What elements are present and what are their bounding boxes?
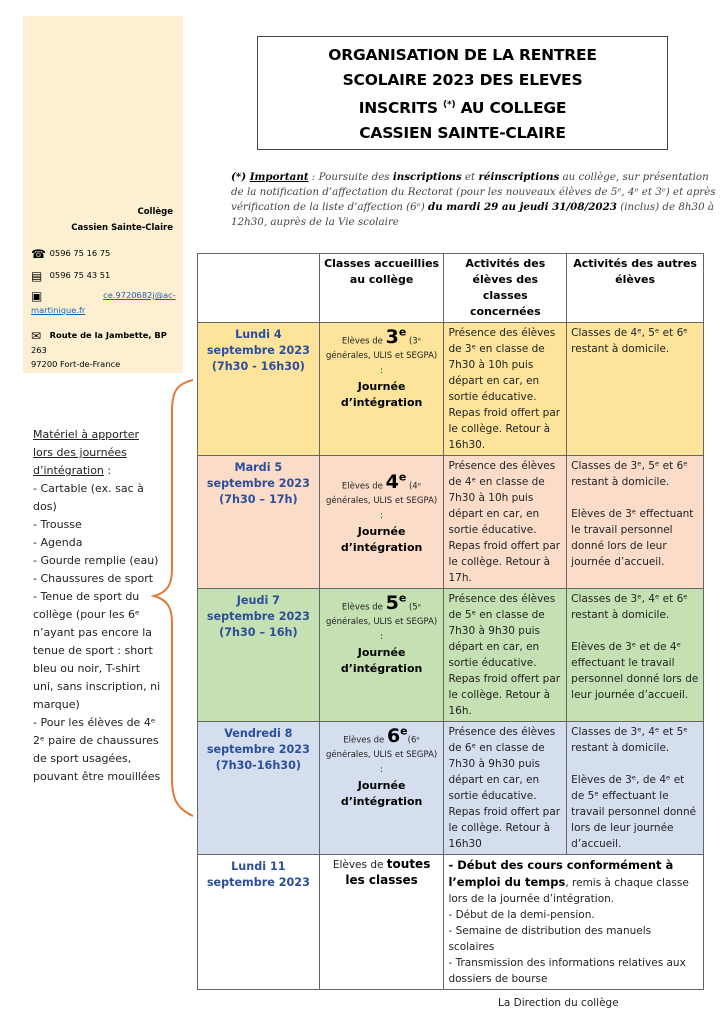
- title-line: [258, 93, 667, 121]
- table-header-row: [198, 254, 704, 323]
- row-day: Vendredi 8 septembre 2023 (7h30-16h30): [198, 722, 320, 855]
- eleves-label: Elèves de: [341, 481, 386, 492]
- material-item: - Chaussures de sport: [33, 572, 154, 585]
- email-link-part2[interactable]: martinique.fr: [31, 304, 86, 315]
- row-activities: Présence des élèves de 3ᵉ en classe de 7h30 à 10h puis départ en car, en sortie éducative. Repas froid offert par le collège. Retour à 16h30.: [444, 323, 567, 456]
- title-line: SCOLAIRE 2023 DES ELEVES: [342, 71, 583, 89]
- row-other: [567, 323, 704, 456]
- note-text: et: [461, 171, 479, 183]
- table-row: [198, 855, 704, 990]
- material-title-colon: :: [103, 464, 112, 477]
- row-day: Jeudi 7 septembre 2023 (7h30 – 16h): [198, 589, 320, 722]
- header-classes: Classes accueillies au collège: [319, 254, 444, 323]
- material-title-3: d’intégration: [33, 464, 104, 477]
- table-row: [198, 722, 704, 855]
- note-bold: inscriptions: [392, 171, 462, 183]
- material-list: [33, 426, 161, 786]
- material-item: - Agenda: [33, 536, 83, 549]
- eleves-label: Elèves de: [341, 602, 386, 613]
- row-day: Mardi 5 septembre 2023 (7h30 – 17h): [198, 456, 320, 589]
- title-line: ORGANISATION DE LA RENTREE: [328, 46, 597, 64]
- computer-icon: ▣: [31, 288, 43, 303]
- class-level: 3e: [385, 326, 407, 349]
- row-other: [567, 589, 704, 722]
- fax-line: [31, 268, 177, 283]
- signature: La Direction du collège: [498, 997, 619, 1009]
- row-activities: Présence des élèves de 5ᵉ en classe de 7h30 à 9h30 puis départ en car, en sortie éducative. Repas froid offert par le collège. Retour à 16h.: [444, 589, 567, 722]
- mail-icon: ✉: [31, 328, 42, 343]
- journee-label: Journée d’intégration: [340, 779, 423, 809]
- college-title: Cassien Sainte-Claire: [71, 223, 173, 233]
- phone-icon: ☎: [31, 246, 46, 261]
- email-link-part1[interactable]: ce.9720682j@ac-: [103, 290, 176, 300]
- note-text: au collège, sur présentation de la notification d’affectation du Rectorat (pour les nouveaux élèves de 5ᵉ, 4ᵉ et 3ᵉ) et après vérification de la liste d’affection (6ᵉ): [231, 171, 716, 213]
- material-title-2: lors des journées: [33, 446, 127, 459]
- material-item: - Cartable (ex. sac à dos): [33, 482, 144, 513]
- activity-item: - Transmission des informations relatives aux dossiers de bourse: [448, 957, 686, 985]
- fax-icon: ▤: [31, 268, 43, 283]
- table-row: [198, 323, 704, 456]
- other-text: Classes de 3ᵉ, 4ᵉ et 5ᵉ restant à domicile.: [571, 726, 688, 754]
- material-item: - Pour les élèves de 4ᵉ 2ᵉ paire de chaussures de sport usagées, pouvant être mouillées: [33, 716, 161, 783]
- class-level: 5e: [385, 592, 407, 615]
- row-activities: Présence des élèves de 6ᵉ en classe de 7h30 à 9h30 puis départ en car, en sortie éducative. Repas froid offert par le collège. Retour à 16h30: [444, 722, 567, 855]
- college-name: [71, 204, 173, 236]
- table-row: [198, 456, 704, 589]
- class-detail: (4ᵉ générales, ULIS et SEGPA) :: [325, 481, 438, 522]
- material-item: - Tenue de sport du collège (pour les 6ᵉ n’ayant pas encore la tenue de sport : short bleu ou noir, T-shirt uni, sans inscription, ni marque): [33, 590, 161, 711]
- note-text: : Poursuite des: [308, 171, 393, 183]
- address-line2: 263: [31, 344, 47, 355]
- class-detail: (5ᵉ générales, ULIS et SEGPA) :: [325, 602, 438, 643]
- course-start-bold: - Début des cours conformément à l’emploi du temps: [448, 858, 674, 889]
- activity-item: - Début de la demi-pension.: [448, 909, 595, 921]
- journee-label: Journée d’intégration: [340, 380, 423, 410]
- row-other: [567, 722, 704, 855]
- row-day: Lundi 11 septembre 2023: [198, 855, 320, 990]
- fax-number: 0596 75 43 51: [49, 270, 111, 280]
- class-detail: (6ᵉ générales, ULIS et SEGPA) :: [325, 735, 438, 776]
- email-line: [31, 288, 177, 317]
- other-text: Elèves de 3ᵉ, de 4ᵉ et de 5ᵉ effectuant le travail personnel donné lors de leur journée d’accueil.: [571, 774, 697, 850]
- row-classes: [319, 722, 444, 855]
- address-line1: Route de la Jambette, BP: [49, 330, 167, 340]
- class-level: 4e: [385, 471, 407, 494]
- other-text: Classes de 3ᵉ, 5ᵉ et 6ᵉ restant à domicile.: [571, 460, 688, 488]
- address-line3: 97200 Fort-de-France: [31, 358, 121, 369]
- row-day: Lundi 4 septembre 2023 (7h30 - 16h30): [198, 323, 320, 456]
- title-text: AU COLLEGE: [455, 99, 567, 118]
- table-row: [198, 589, 704, 722]
- note-text: (inclus) de 8h30 à 12h30, auprès de la Vie scolaire: [231, 201, 715, 228]
- row-classes: [319, 323, 444, 456]
- important-label: Important: [249, 171, 309, 183]
- phone-number: 0596 75 16 75: [49, 248, 111, 258]
- row-activities: Présence des élèves de 4ᵉ en classe de 7h30 à 10h puis départ en car, en sortie éducative. Repas froid offert par le collège. Retour à 17h.: [444, 456, 567, 589]
- eleves-label: Elèves de: [343, 735, 387, 746]
- activity-item: - Semaine de distribution des manuels scolaires: [448, 925, 652, 953]
- document-title: [257, 36, 668, 150]
- college-label: Collège: [137, 207, 173, 217]
- course-start-rest: , remis à chaque classe lors de la journée d’intégration.: [448, 877, 689, 905]
- note-bold: réinscriptions: [478, 171, 560, 183]
- phone-line: [31, 246, 177, 261]
- header-other-activities: Activités des autres élèves: [567, 254, 704, 323]
- row-classes: [319, 855, 444, 990]
- journee-label: Journée d’intégration: [340, 646, 423, 676]
- row-activities-merged: [444, 855, 704, 990]
- row-classes: [319, 456, 444, 589]
- other-text: Elèves de 3ᵉ et de 4ᵉ effectuant le travail personnel donné lors de leur journée d’accueil.: [571, 641, 699, 701]
- address-block: [31, 328, 177, 371]
- material-item: - Gourde remplie (eau): [33, 554, 159, 567]
- title-line: CASSIEN SAINTE-CLAIRE: [359, 124, 566, 143]
- eleves-label: Elèves de: [341, 336, 386, 347]
- all-classes-label: toutes les classes: [345, 857, 431, 887]
- college-contact-box: [23, 16, 183, 373]
- row-other: [567, 456, 704, 589]
- journee-label: Journée d’intégration: [340, 525, 423, 555]
- material-title-1: Matériel à apporter: [33, 428, 140, 441]
- title-text: INSCRITS: [358, 99, 444, 118]
- header-activities: Activités des élèves des classes concernées: [444, 254, 567, 323]
- asterisk-note: (*): [443, 100, 456, 110]
- other-text: Classes de 4ᵉ, 5ᵉ et 6ᵉ restant à domicile.: [571, 327, 688, 355]
- note-marker: (*): [231, 171, 250, 183]
- other-text: Classes de 3ᵉ, 4ᵉ et 6ᵉ restant à domicile.: [571, 593, 688, 621]
- class-level: 6e: [386, 725, 408, 748]
- important-note: [231, 170, 717, 230]
- material-item: - Trousse: [33, 518, 82, 531]
- row-classes: [319, 589, 444, 722]
- other-text: Elèves de 3ᵉ effectuant le travail personnel donné lors de leur journée d’accueil.: [571, 508, 694, 568]
- note-dates: du mardi 29 au jeudi 31/08/2023: [428, 201, 617, 213]
- class-detail: (3ᵉ générales, ULIS et SEGPA) :: [325, 336, 438, 377]
- header-day: [198, 254, 320, 323]
- schedule-table: [197, 253, 704, 990]
- eleves-label: Elèves de: [332, 859, 387, 871]
